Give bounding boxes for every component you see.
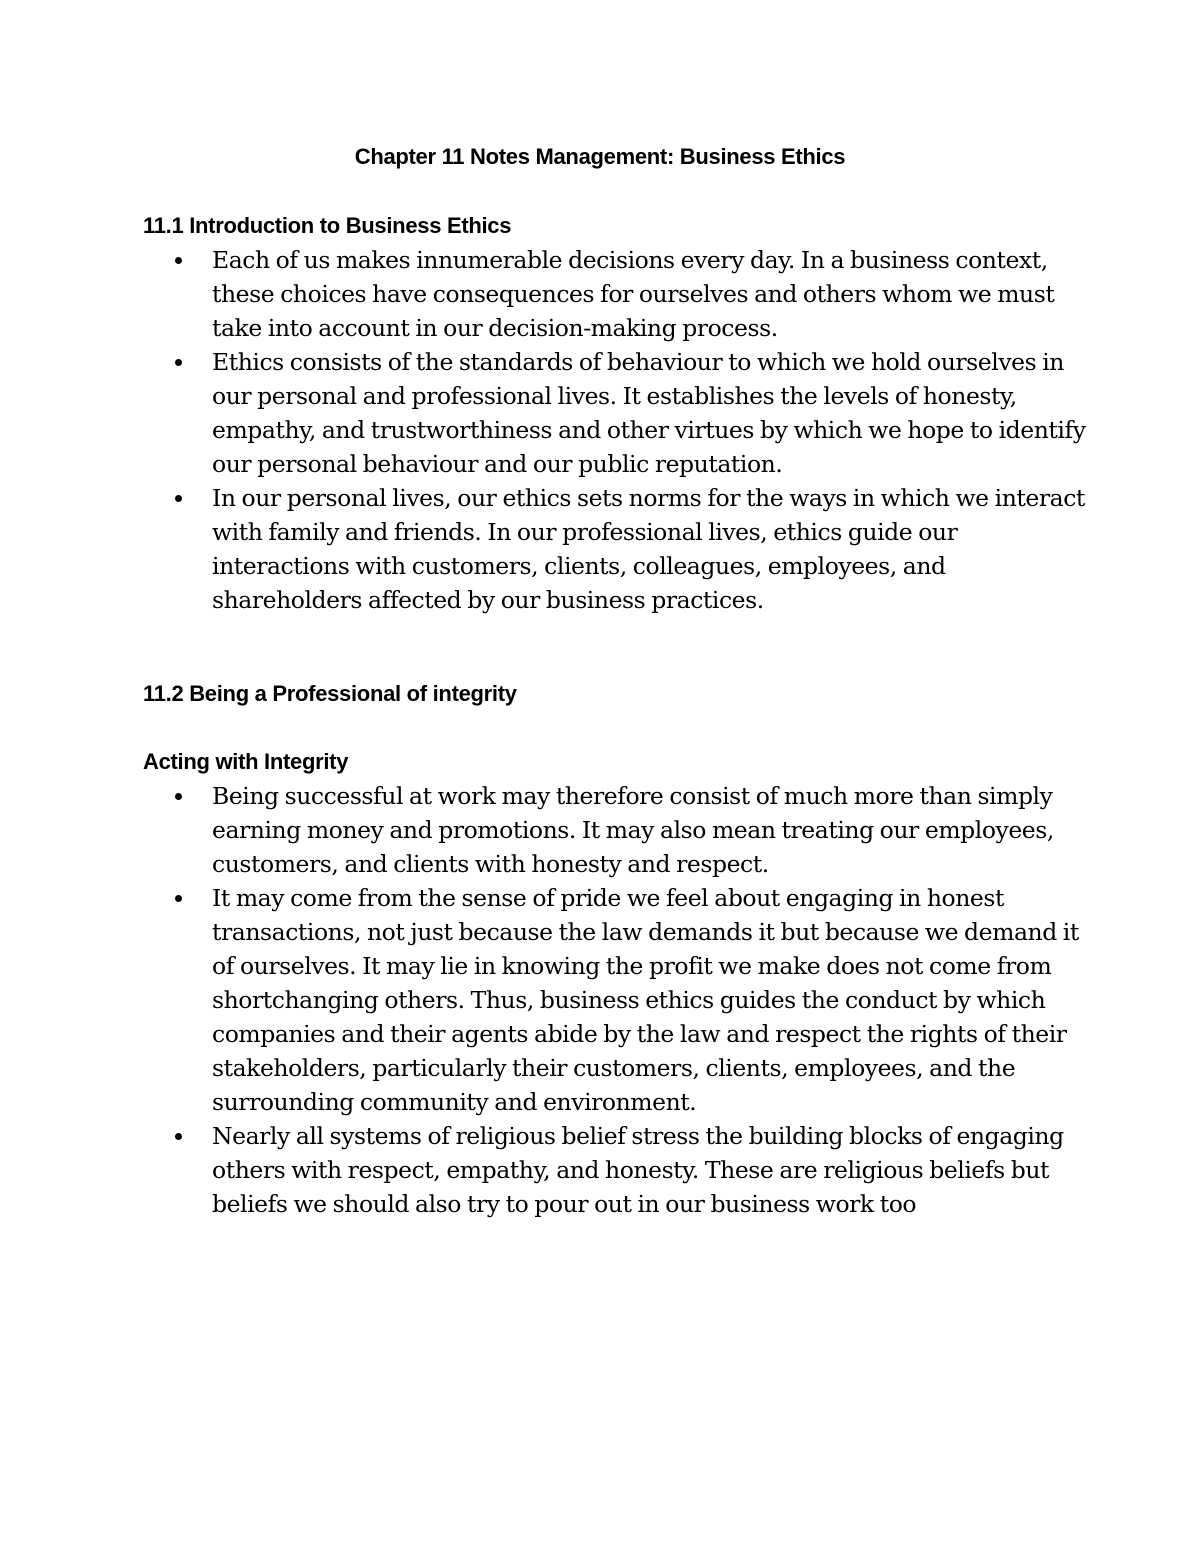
list-item — [212, 345, 1092, 481]
list-item — [212, 481, 1092, 617]
list-item-text: Being successful at work may therefore consist of much more than simply earning money and promotions. It may also mean treating our employees, customers, and clients with honesty and respect. — [212, 782, 1054, 878]
list-item-text: Ethics consists of the standards of behaviour to which we hold ourselves in our personal and professional lives. It establishes the levels of honesty, empathy, and trustworthiness and other virtues by which we hope to identify our personal behaviour and our public reputation. — [212, 348, 1086, 478]
bullet-dot-icon — [175, 495, 182, 502]
subheading-acting-with-integrity: Acting with Integrity — [143, 749, 349, 774]
bullet-dot-icon — [175, 1133, 182, 1140]
list-item — [212, 1119, 1092, 1221]
section-heading-integrity: 11.2 Being a Professional of integrity — [143, 681, 517, 706]
bullet-dot-icon — [175, 257, 182, 264]
bullet-dot-icon — [175, 359, 182, 366]
list-item — [212, 779, 1092, 881]
bullet-dot-icon — [175, 895, 182, 902]
document-title: Chapter 11 Notes Management: Business Ethics — [354, 144, 846, 169]
list-item-text: Nearly all systems of religious belief stress the building blocks of engaging others with respect, empathy, and honesty. These are religious beliefs but beliefs we should also try to pour out in our business work too — [212, 1122, 1064, 1218]
list-item — [212, 881, 1092, 1119]
section-heading-intro: 11.1 Introduction to Business Ethics — [143, 213, 512, 238]
list-item-text: Each of us makes innumerable decisions every day. In a business context, these choices have consequences for ourselves and others whom we must take into account in our decision-making process. — [212, 246, 1055, 342]
bullet-list-intro — [212, 243, 1092, 617]
bullet-dot-icon — [175, 793, 182, 800]
list-item — [212, 243, 1092, 345]
list-item-text: In our personal lives, our ethics sets norms for the ways in which we interact with family and friends. In our professional lives, ethics guide our interactions with customers, clients, colleagues, employees, and shareholders affected by our business practices. — [212, 484, 1085, 614]
bullet-list-integrity — [212, 779, 1092, 1221]
list-item-text: It may come from the sense of pride we feel about engaging in honest transactions, not just because the law demands it but because we demand it of ourselves. It may lie in knowing the profit we make does not come from shortchanging others. Thus, business ethics guides the conduct by which companies and their agents abide by the law and respect the rights of their stakeholders, particularly their customers, clients, employees, and the surrounding community and environment. — [212, 884, 1079, 1116]
